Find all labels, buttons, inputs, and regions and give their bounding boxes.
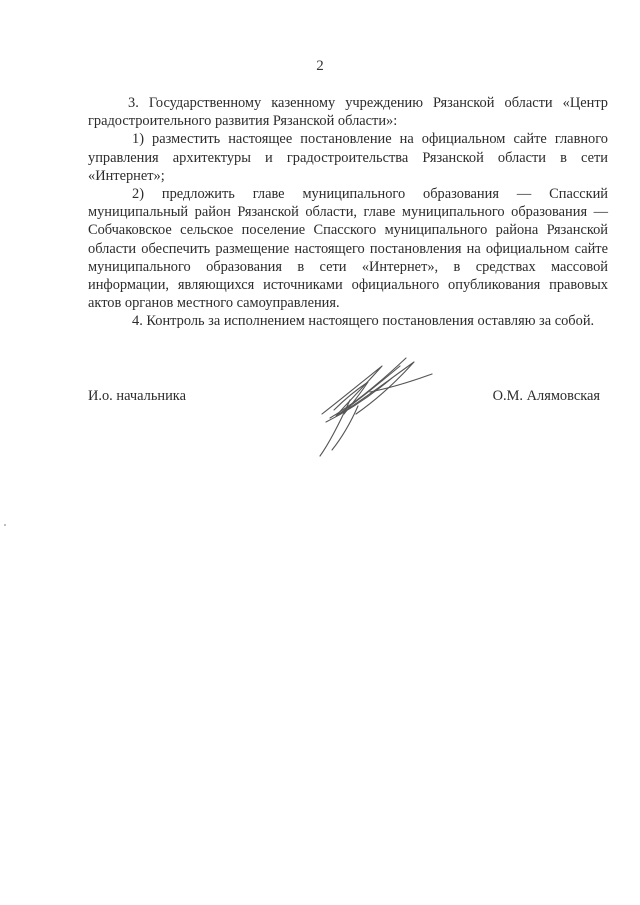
scan-artifact — [4, 524, 6, 526]
signatory-name: О.М. Алямовская — [492, 388, 600, 404]
paragraph-subitem-1: 1) разместить настоящее постановление на официальном сайте главного управления архитектуры и градостроительства Рязанской области в сети «Интернет»; — [88, 131, 608, 184]
document-body — [88, 94, 608, 331]
signatory-title: И.о. начальника — [88, 388, 186, 404]
paragraph-item-4: 4. Контроль за исполнением настоящего постановления оставляю за собой. — [132, 313, 595, 330]
paragraph-item-3: 3. Государственному казенному учреждению Рязанской области «Центр градостроительного развития Рязанской области»: — [88, 95, 608, 130]
page-number: 2 — [316, 58, 324, 74]
paragraph-subitem-2: 2) предложить главе муниципального образования — Спасский муниципальный район Рязанской области, главе муниципального образования — Собчаковское сельское поселение Спасского муниципального района Рязанской области обеспечить размещение настоящего постановления на официальном сайте муниципального образования в сети «Интернет», в средствах массовой информации, являющихся источниками официального опубликования правовых актов органов местного самоуправления. — [88, 186, 608, 312]
handwritten-signature — [310, 352, 440, 462]
